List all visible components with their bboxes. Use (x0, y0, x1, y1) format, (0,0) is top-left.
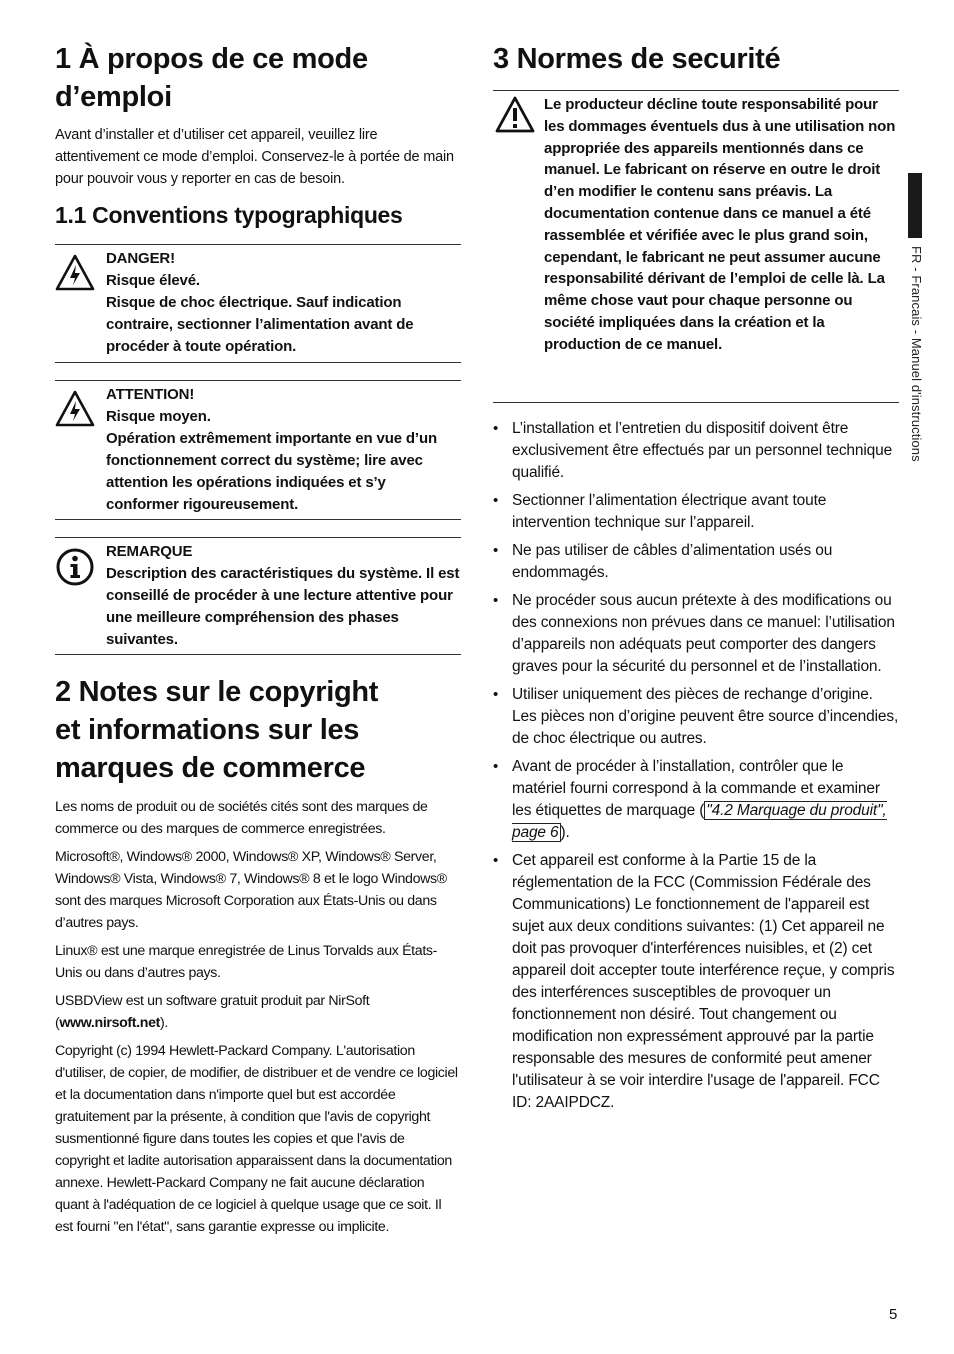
section2-title-line1: 2 Notes sur le copyright (55, 676, 379, 708)
usbdview-paragraph (55, 990, 461, 1034)
attention-description: Opération extrêmement importante en vue d’un fonctionnement correct du système; lire avec attention les opérations indiquées et s’y conformer rigoureusement. (106, 430, 437, 513)
remark-notice-text (106, 541, 461, 651)
remark-notice (55, 537, 461, 655)
section2-heading (55, 673, 461, 787)
list-item: • Ne procéder sous aucun prétexte à des modifications ou des connexions non prévues dans ce manuel: l’utilisation d’appareils non adéquats peut comporter des dangers graves pour la sécurité du personnel et de l’installation. (493, 590, 899, 678)
list-item: • Ne pas utiliser de câbles d’alimentation usés ou endommagés. (493, 540, 899, 584)
hp-copyright-paragraph: Copyright (c) 1994 Hewlett-Packard Company. L'autorisation d'utiliser, de copier, de modifier, de distribuer et de vendre ce logiciel et la documentation dans n'importe quel but est accordée gratuitement par la présente, à condition que l'avis de copyright susmentionné figure dans toutes les copies et que l'avis de copyright et ladite autorisation apparaissent dans la documentation annexe. Hewlett-Packard Company ne fait aucune déclaration quant à l'adéquation de ce logiciel à quelque usage que ce soit. Il est fourni "en l'état", sans garantie expresse ou implicite. (55, 1043, 458, 1235)
bullet6-suffix: ). (560, 824, 570, 841)
section2-body (55, 796, 461, 1238)
electric-warning-icon (55, 253, 95, 293)
danger-notice-text (106, 248, 461, 358)
usbdview-text-suffix: ). (160, 1015, 168, 1031)
safety-warning-text: Le producteur décline toute responsabilité pour les dommages éventuels dus à une utilisation non appropriée des appareils mentionnés dans ce manuel. Le fabricant on réserve en outre le droit d’en modifier le contenu sans préavis. La documentation contenue dans ce manuel a été rassemblée et vérifiée avec le plus grand soin, cependant, le fabricant ne peut assumer aucune responsabilité dérivant de l’emploi de celle là. La même chose vaut pour chaque personne ou société impliquées dans la création et la production de ce manuel. (544, 96, 896, 353)
remark-description: Description des caractéristiques du système. Il est conseillé de procéder à une lecture attentive pour une meilleure compréhension des phases suivantes. (106, 565, 460, 648)
warning-triangle-icon (494, 95, 536, 135)
subsection-1-1-title: 1.1 Conventions typographiques (55, 202, 403, 228)
page-number: 5 (889, 1306, 898, 1323)
attention-notice-text (106, 384, 461, 516)
attention-notice (55, 380, 461, 520)
trademarks-paragraph: Les noms de produit ou de sociétés cités sont des marques de commerce ou des marques de commerce enregistrées. (55, 799, 428, 837)
section3-title: 3 Normes de securité (493, 43, 781, 75)
danger-level: Risque élevé. (106, 272, 200, 289)
info-icon (55, 547, 95, 587)
bullet6-prefix: Avant de procéder à l’installation, contrôler que le matériel fourni correspond à la commande et examiner les étiquettes de marquage ( (512, 758, 880, 819)
list-item: • Sectionner l’alimentation électrique avant toute intervention technique sur l’appareil. (493, 490, 899, 534)
danger-description: Risque de choc électrique. Sauf indication contraire, sectionner l’alimentation avant de procéder à toute opération. (106, 294, 414, 355)
section1-title-line1: 1 À propos de ce mode (55, 43, 368, 75)
linux-paragraph: Linux® est une marque enregistrée de Linus Torvalds aux États-Unis ou dans d’autres pays. (55, 943, 438, 981)
section1-title-line2: d’emploi (55, 81, 172, 113)
section1-intro: Avant d’installer et d’utiliser cet appareil, veuillez lire attentivement ce mode d’emploi. Conservez-le à portée de main pour pouvoir vous y reporter en cas de besoin. (55, 127, 454, 187)
section2-title-line3: marques de commerce (55, 752, 366, 784)
list-item: • Utiliser uniquement des pièces de rechange d’origine. Les pièces non d’origine peuvent être source d’incendies, de choc électrique ou autres. (493, 684, 899, 750)
section-tab-marker (908, 173, 922, 238)
list-item (493, 756, 899, 844)
danger-heading: DANGER! (106, 250, 175, 267)
remark-heading: REMARQUE (106, 543, 193, 560)
product-marking-link[interactable]: "4.2 Marquage du produit", page 6 (512, 802, 887, 841)
danger-notice (55, 244, 461, 363)
safety-bullet-list (493, 418, 899, 1120)
usbdview-text-prefix: USBDView est un software gratuit produit par NirSoft ( (55, 993, 370, 1031)
microsoft-paragraph: Microsoft®, Windows® 2000, Windows® XP, Windows® Server, Windows® Vista, Windows® 7, Windows® 8 et le logo Windows® sont des marques Microsoft Corporation aux États-Unis ou dans d’autres pays. (55, 849, 447, 931)
side-language-label: FR - Francais - Manuel d'instructions (909, 246, 924, 462)
safety-warning-box (493, 90, 899, 403)
list-item: • L’installation et l’entretien du dispositif doivent être exclusivement être effectués par un personnel technique qualifié. (493, 418, 899, 484)
attention-heading: ATTENTION! (106, 386, 195, 403)
electric-warning-icon (55, 389, 95, 429)
nirsoft-link[interactable]: www.nirsoft.net (59, 1015, 161, 1031)
section2-title-line2: et informations sur les (55, 714, 360, 746)
attention-level: Risque moyen. (106, 408, 211, 425)
list-item: • Cet appareil est conforme à la Partie 15 de la réglementation de la FCC (Commission Fédérale des Communications) Le fonctionnement de l'appareil est sujet aux deux conditions suivantes: (1) Cet appareil ne doit pas provoquer d'interférences nuisibles, et (2) cet appareil doit accepter toute interférence reçue, y compris des interférences susceptibles de provoquer un fonctionnement non désiré. Tout changement ou modification non expressément approuvé par la partie responsable des mesures de conformité peut amener l'utilisateur à se voir interdire l'usage de l'appareil. FCC ID: 2AAIPDCZ. (493, 850, 899, 1114)
section1-heading (55, 40, 461, 116)
